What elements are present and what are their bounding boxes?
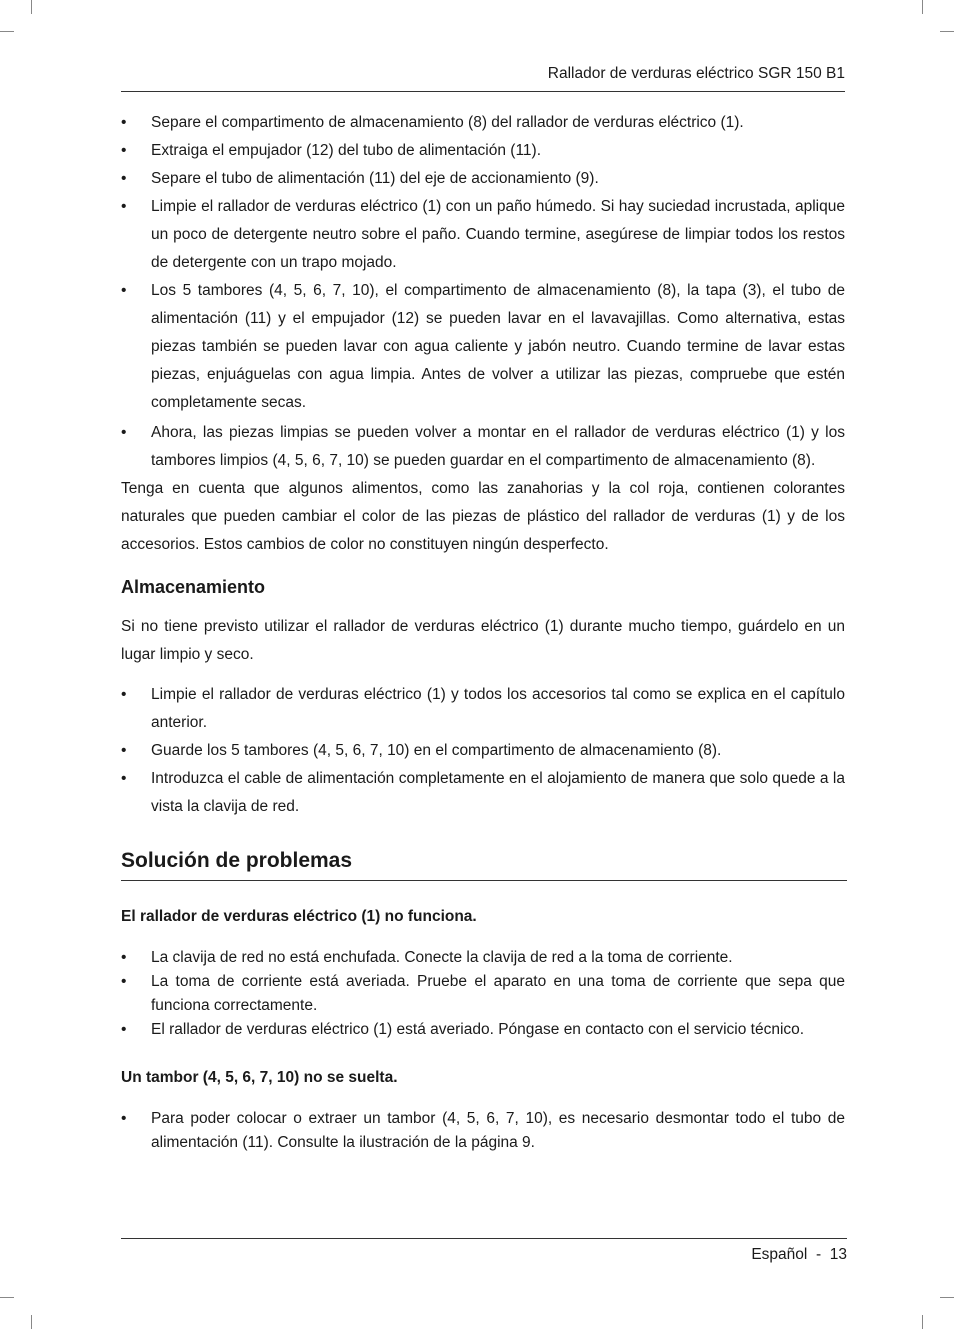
crop-mark [940,31,954,32]
storage-heading: Almacenamiento [121,577,266,597]
list-item: • Introduzca el cable de alimentación completamente en el alojamiento de manera que solo quede a la vista la clavija de red. [121,765,845,821]
problem-solutions-list [121,946,845,1042]
crop-mark [0,31,14,32]
troubleshooting-heading: Solución de problemas [121,846,847,881]
cleaning-steps-list [121,109,845,475]
storage-steps-list [121,681,845,821]
cleaning-note: Tenga en cuenta que algunos alimentos, como las zanahorias y la col roja, contienen colorantes naturales que pueden cambiar el color de las piezas de plástico del rallador de verduras (1) y de los accesorios. Estos cambios de color no constituyen ningún desperfecto. [121,480,845,553]
crop-mark [940,1297,954,1298]
running-header: Rallador de verduras eléctrico SGR 150 B1 [121,60,845,92]
crop-mark [922,0,923,14]
problem-solutions-list [121,1107,845,1155]
list-item: • Para poder colocar o extraer un tambor (4, 5, 6, 7, 10), es necesario desmontar todo el tubo de alimentación (11). Consulte la ilustración de la página 9. [121,1107,845,1155]
storage-intro: Si no tiene previsto utilizar el rallador de verduras eléctrico (1) durante mucho tiempo, guárdelo en un lugar limpio y seco. [121,618,845,663]
page-content [121,109,845,1155]
crop-mark [31,1315,32,1329]
list-item: • Los 5 tambores (4, 5, 6, 7, 10), el compartimento de almacenamiento (8), la tapa (3), el tubo de alimentación (11) y el empujador (12) se pueden lavar en el lavavajillas. Como alternativa, estas piezas también se pueden lavar con agua caliente y jabón neutro. Cuando termine de lavar estas piezas, enjuáguelas con agua limpia. Antes de volver a utilizar las piezas, compruebe que estén completamente secas. [121,277,845,417]
list-item: • El rallador de verduras eléctrico (1) está averiado. Póngase en contacto con el servicio técnico. [121,1018,845,1042]
list-item: • Limpie el rallador de verduras eléctrico (1) con un paño húmedo. Si hay suciedad incrustada, aplique un poco de detergente neutro sobre el paño. Cuando termine, asegúrese de limpiar todos los restos de detergente con un trapo mojado. [121,193,845,277]
problem-title: El rallador de verduras eléctrico (1) no funciona. [121,908,477,925]
crop-mark [31,0,32,14]
list-item: • Extraiga el empujador (12) del tubo de alimentación (11). [121,137,845,165]
list-item: • La toma de corriente está averiada. Pruebe el aparato en una toma de corriente que sepa que funciona correctamente. [121,970,845,1018]
list-item: • Ahora, las piezas limpias se pueden volver a montar en el rallador de verduras eléctrico (1) y los tambores limpios (4, 5, 6, 7, 10) se pueden guardar en el compartimento de almacenamiento (8). [121,419,845,475]
list-item: • Separe el compartimento de almacenamiento (8) del rallador de verduras eléctrico (1). [121,109,845,137]
list-item: • Guarde los 5 tambores (4, 5, 6, 7, 10) en el compartimento de almacenamiento (8). [121,737,845,765]
crop-mark [922,1315,923,1329]
list-item: • Limpie el rallador de verduras eléctrico (1) y todos los accesorios tal como se explica en el capítulo anterior. [121,681,845,737]
crop-mark [0,1297,14,1298]
problem-title: Un tambor (4, 5, 6, 7, 10) no se suelta. [121,1069,398,1086]
list-item: • Separe el tubo de alimentación (11) del eje de accionamiento (9). [121,165,845,193]
running-footer: Español - 13 [121,1238,847,1269]
list-item: • La clavija de red no está enchufada. Conecte la clavija de red a la toma de corriente. [121,946,845,970]
